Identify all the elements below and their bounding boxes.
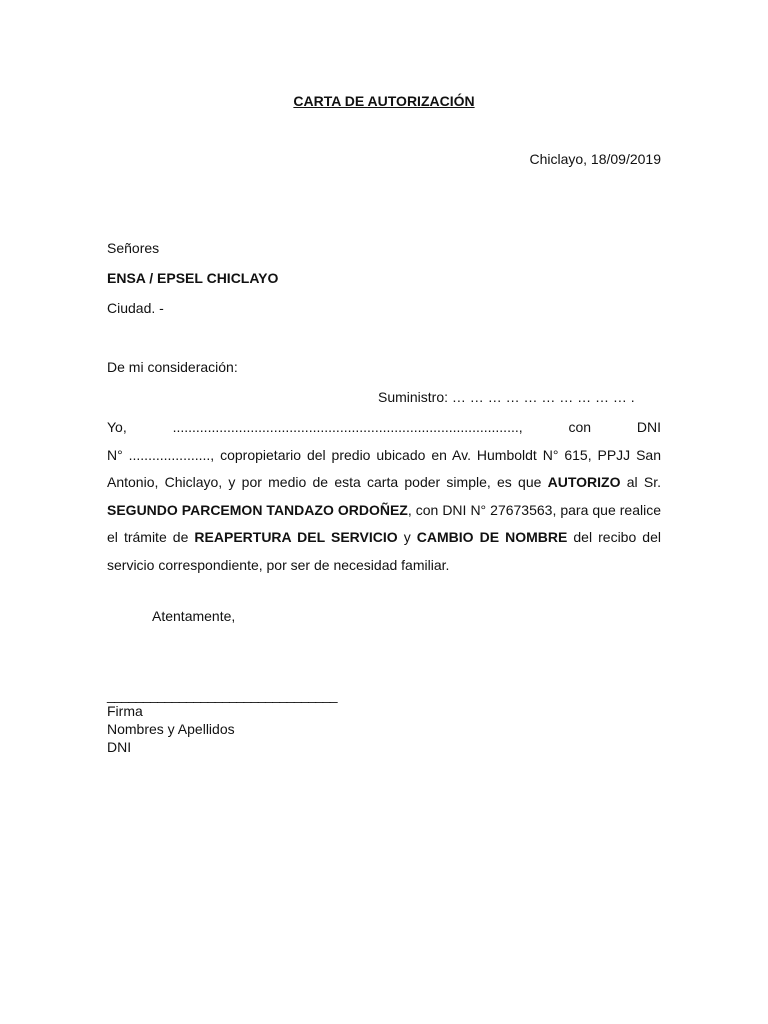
body-paragraph bbox=[107, 442, 661, 580]
recipient-city: Ciudad. - bbox=[107, 300, 164, 316]
body-con: con bbox=[568, 419, 592, 435]
greeting: De mi consideración: bbox=[107, 359, 238, 375]
signature-names: Nombres y Apellidos bbox=[107, 721, 235, 737]
body-name-blank: ........................................................................................., bbox=[172, 419, 523, 435]
closing: Atentamente, bbox=[152, 608, 236, 624]
body-and: y bbox=[397, 529, 417, 545]
body-authorize: AUTORIZO bbox=[547, 474, 621, 490]
body-service: REAPERTURA DEL SERVICIO bbox=[194, 529, 398, 545]
recipient-name: ENSA / EPSEL CHICLAYO bbox=[107, 270, 279, 286]
signature-block bbox=[107, 702, 235, 756]
letter-body bbox=[107, 414, 661, 579]
body-dni-text: , con DNI N° 27673563, para que realice el trámite de bbox=[107, 501, 661, 545]
body-ending: del recibo del servicio correspondiente, por ser de necesidad familiar. bbox=[107, 529, 661, 573]
body-person: SEGUNDO PARCEMON TANDAZO ORDOÑEZ bbox=[107, 501, 408, 518]
body-dni-label: DNI bbox=[636, 419, 661, 435]
place-date: Chiclayo, 18/09/2019 bbox=[529, 151, 661, 167]
body-to-prefix: al Sr. bbox=[620, 474, 661, 490]
signature-dni: DNI bbox=[107, 739, 132, 755]
body-yo: Yo, bbox=[107, 419, 127, 435]
supply-reference: Suministro: … … … … … … … … … … . bbox=[378, 389, 635, 405]
body-first-line bbox=[107, 414, 661, 442]
signature-line: ________________________________ bbox=[107, 687, 337, 703]
document-title: CARTA DE AUTORIZACIÓN bbox=[293, 93, 475, 109]
salutation: Señores bbox=[107, 240, 160, 256]
body-text-part1: N° ....................., copropietario del predio ubicado en Av. Humboldt N° 615, PPJJ San Antonio, Chiclayo, y por medio de esta carta poder simple, es que bbox=[107, 446, 661, 490]
signature-firma: Firma bbox=[107, 703, 143, 719]
body-change: CAMBIO DE NOMBRE bbox=[416, 529, 568, 545]
